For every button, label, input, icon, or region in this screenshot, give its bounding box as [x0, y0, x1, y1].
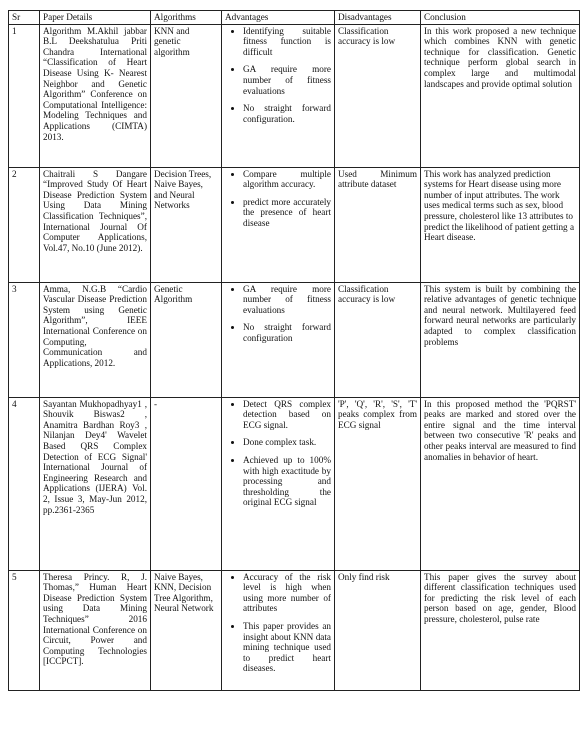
cell-sr: 2: [9, 167, 40, 282]
table-row: [9, 282, 580, 397]
cell-disadvantages: Used Minimum attribute dataset: [335, 167, 421, 282]
cell-algorithms: KNN and genetic algorithm: [151, 24, 222, 167]
cell-paper-details: Chaitrali S Dangare “Improved Study Of Heart Disease Prediction System Using Data Mining Classification Techniques”, International Journal Of Computer Applications, Vol.47, No.10 (June 2012).: [40, 167, 151, 282]
advantages-list: [225, 26, 331, 125]
cell-algorithms: -: [151, 397, 222, 570]
list-item: • No straight forward configuration.: [243, 103, 331, 124]
literature-survey-table: [8, 10, 580, 691]
advantages-list: [225, 399, 331, 508]
cell-algorithms: Naive Bayes, KNN, Decision Tree Algorithm, Neural Network: [151, 570, 222, 690]
header-advantages: Advantages: [222, 11, 335, 25]
cell-conclusion: This work has analyzed prediction systems for Heart disease using more number of input attributes. The work uses medical terms such as sex, blood pressure, cholesterol like 13 attributes to predict the likelihood of patient getting a Heart disease.: [421, 167, 580, 282]
cell-algorithms: Genetic Algorithm: [151, 282, 222, 397]
cell-sr: 1: [9, 24, 40, 167]
cell-disadvantages: Only find risk: [335, 570, 421, 690]
list-item: • Accuracy of the risk level is high when using more number of attributes: [243, 572, 331, 614]
list-item: • Identifying suitable fitness function is difficult: [243, 26, 331, 58]
table-row: [9, 167, 580, 282]
list-item: • Compare multiple algorithm accuracy.: [243, 169, 331, 190]
list-item: • Achieved up to 100% with high exactitude by processing and thresholding the original ECG signal: [243, 455, 331, 508]
cell-paper-details: Theresa Princy. R, J. Thomas,” Human Heart Disease Prediction System using Data Mining Techniques” 2016 International Conference on Circuit, Power and Computing Technologies [ICCPCT].: [40, 570, 151, 690]
cell-paper-details: Algorithm M.Akhil jabbar B.L Deekshatulua Priti Chandra International “Classification of Heart Disease Using K- Nearest Neighbor and Genetic Algorithm” Conference on Computational Intelligence: Modeling Techniques and Applications (CIMTA) 2013.: [40, 24, 151, 167]
advantages-list: [225, 572, 331, 674]
list-item: • Done complex task.: [243, 437, 331, 448]
header-conclusion: Conclusion: [421, 11, 580, 25]
list-item: • GA require more number of fitness evaluations: [243, 284, 331, 316]
cell-conclusion: In this proposed method the 'PQRST' peaks are marked and stored over the entire signal and the time interval between two consecutive 'R' peaks and other peaks interval are measured to find anomalies in behavior of heart.: [421, 397, 580, 570]
table-row: [9, 570, 580, 690]
cell-advantages: [222, 397, 335, 570]
header-disadvantages: Disadvantages: [335, 11, 421, 25]
cell-advantages: [222, 282, 335, 397]
cell-conclusion: This system is built by combining the relative advantages of genetic technique and neural network. Multilayered feed forward neural networks are particularly adapted to complex classification problems: [421, 282, 580, 397]
cell-paper-details: Sayantan Mukhopadhyay1 , Shouvik Biswas2 , Anamitra Bardhan Roy3 , Nilanjan Dey4' Wavelet Based QRS Complex Detection of ECG Signal' International Journal of Engineering Research and Applications (IJERA) Vol. 2, Issue 3, May-Jun 2012, pp.2361-2365: [40, 397, 151, 570]
cell-sr: 5: [9, 570, 40, 690]
advantages-list: [225, 169, 331, 229]
header-sr: Sr: [9, 11, 40, 25]
list-item: • No straight forward configuration: [243, 322, 331, 343]
header-algorithms: Algorithms: [151, 11, 222, 25]
cell-advantages: [222, 570, 335, 690]
advantages-list: [225, 284, 331, 344]
cell-conclusion: This paper gives the survey about different classification techniques used for predicting the risk level of each person based on age, gender, Blood pressure, cholesterol, pulse rate: [421, 570, 580, 690]
cell-paper-details: Amma, N.G.B “Cardio Vascular Disease Prediction System using Genetic Algorithm”, IEEE International Conference on Computing, Communication and Applications, 2012.: [40, 282, 151, 397]
header-paper-details: Paper Details: [40, 11, 151, 25]
cell-sr: 3: [9, 282, 40, 397]
cell-advantages: [222, 167, 335, 282]
list-item: • Detect QRS complex detection based on ECG signal.: [243, 399, 331, 431]
cell-conclusion: In this work proposed a new technique which combines KNN with genetic technique for classification. Genetic technique perform global search in complex large and multimodal landscapes and provide optimal solution: [421, 24, 580, 167]
cell-advantages: [222, 24, 335, 167]
cell-sr: 4: [9, 397, 40, 570]
list-item: • This paper provides an insight about KNN data mining technique used to predict heart diseases.: [243, 621, 331, 674]
page: [8, 10, 580, 691]
cell-disadvantages: Classification accuracy is low: [335, 24, 421, 167]
cell-algorithms: Decision Trees, Naive Bayes, and Neural Networks: [151, 167, 222, 282]
list-item: • predict more accurately the presence of heart disease: [243, 197, 331, 229]
cell-disadvantages: 'P', 'Q', 'R', 'S', 'T' peaks complex from ECG signal: [335, 397, 421, 570]
cell-disadvantages: Classification accuracy is low: [335, 282, 421, 397]
table-row: [9, 24, 580, 167]
list-item: • GA require more number of fitness evaluations: [243, 64, 331, 96]
table-row: [9, 397, 580, 570]
header-row: [9, 11, 580, 25]
